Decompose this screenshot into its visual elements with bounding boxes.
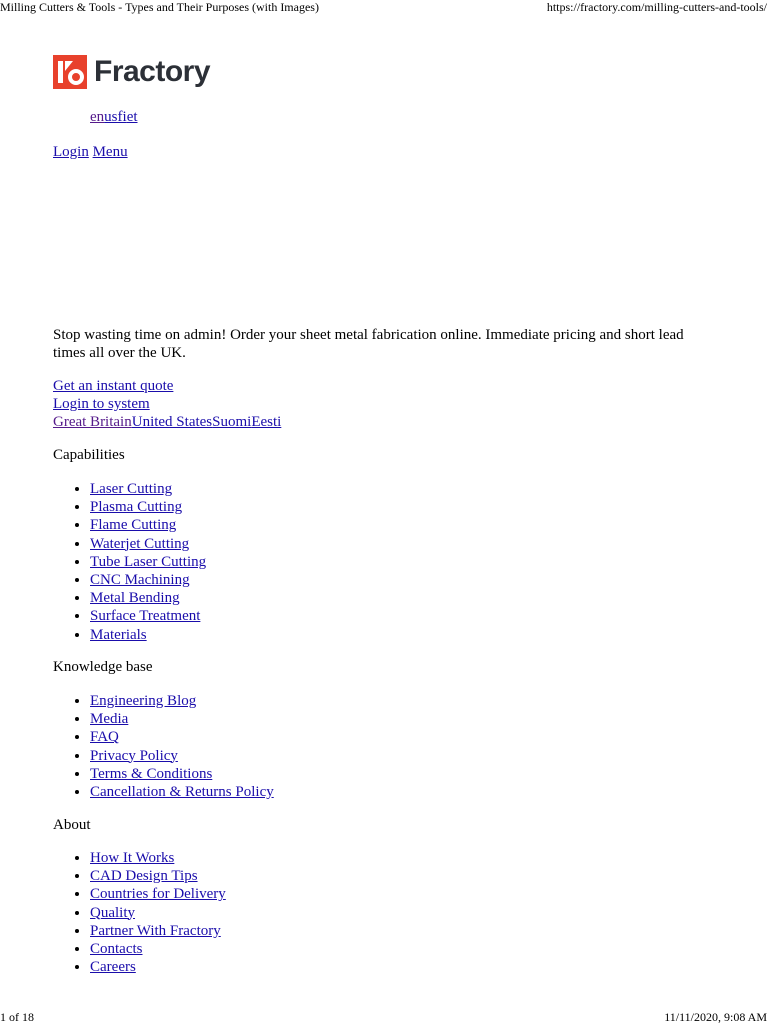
brand-name: Fractory <box>94 55 211 88</box>
list-item <box>90 480 206 498</box>
lang-fi-link[interactable]: fi <box>117 109 127 125</box>
materials-link[interactable]: Materials <box>90 626 147 643</box>
list-item <box>90 940 226 958</box>
print-page-counter: 1 of 18 <box>0 1010 34 1024</box>
region-switcher <box>53 413 281 431</box>
terms-conditions-link[interactable]: Terms & Conditions <box>90 765 213 782</box>
laser-cutting-link[interactable]: Laser Cutting <box>90 481 173 497</box>
login-to-system-link[interactable]: Login to system <box>53 396 150 412</box>
list-item <box>90 867 226 885</box>
instant-quote-link[interactable]: Get an instant quote <box>53 378 174 394</box>
list-item <box>90 765 274 783</box>
cad-design-tips-link[interactable]: CAD Design Tips <box>90 868 198 885</box>
list-item <box>90 516 206 534</box>
list-item <box>90 535 206 553</box>
capabilities-heading: Capabilities <box>53 447 125 463</box>
careers-link[interactable]: Careers <box>90 959 136 976</box>
how-it-works-link[interactable]: How It Works <box>90 850 175 866</box>
waterjet-cutting-link[interactable]: Waterjet Cutting <box>90 535 190 552</box>
list-item <box>90 553 206 571</box>
quality-link[interactable]: Quality <box>90 904 135 921</box>
metal-bending-link[interactable]: Metal Bending <box>90 590 180 607</box>
list-item <box>90 783 274 801</box>
promo-text: Stop wasting time on admin! Order your sheet metal fabrication online. Immediate pricing and short lead times all over the UK. <box>53 327 684 361</box>
region-suomi-link[interactable]: Suomi <box>212 414 252 430</box>
fractory-logo[interactable] <box>53 55 210 89</box>
cancellation-returns-link[interactable]: Cancellation & Returns Policy <box>90 783 274 800</box>
countries-delivery-link[interactable]: Countries for Delivery <box>90 886 226 903</box>
top-nav <box>53 143 128 161</box>
print-url: https://fractory.com/milling-cutters-and-tools/ <box>546 0 767 14</box>
plasma-cutting-link[interactable]: Plasma Cutting <box>90 499 183 516</box>
region-united-states-link[interactable]: United States <box>131 414 213 430</box>
list-item <box>90 589 206 607</box>
list-item <box>90 885 226 903</box>
about-list <box>53 849 226 976</box>
list-item <box>90 571 206 589</box>
list-item <box>90 728 274 746</box>
region-great-britain-link[interactable]: Great Britain <box>53 414 132 430</box>
list-item <box>90 626 206 644</box>
cnc-machining-link[interactable]: CNC Machining <box>90 571 190 588</box>
faq-link[interactable]: FAQ <box>90 729 119 746</box>
list-item <box>90 958 226 976</box>
list-item <box>90 692 274 710</box>
partner-link[interactable]: Partner With Fractory <box>90 922 221 939</box>
menu-link[interactable]: Menu <box>92 144 128 160</box>
language-switcher <box>90 108 138 126</box>
engineering-blog-link[interactable]: Engineering Blog <box>90 693 197 709</box>
tube-laser-cutting-link[interactable]: Tube Laser Cutting <box>90 553 207 570</box>
region-eesti-link[interactable]: Eesti <box>251 414 282 430</box>
list-item <box>90 747 274 765</box>
knowledge-base-heading: Knowledge base <box>53 659 153 675</box>
lang-en-link[interactable]: en <box>90 109 105 125</box>
privacy-policy-link[interactable]: Privacy Policy <box>90 747 178 764</box>
list-item <box>90 710 274 728</box>
knowledge-base-list <box>53 692 274 801</box>
print-timestamp: 11/11/2020, 9:08 AM <box>664 1010 767 1024</box>
login-link[interactable]: Login <box>53 144 89 160</box>
capabilities-list <box>53 480 206 644</box>
about-heading: About <box>53 817 91 833</box>
list-item <box>90 922 226 940</box>
lang-us-link[interactable]: us <box>104 109 118 125</box>
fractory-logo-icon <box>53 55 87 89</box>
lang-et-link[interactable]: et <box>126 109 138 125</box>
cta-block <box>53 377 281 431</box>
flame-cutting-link[interactable]: Flame Cutting <box>90 517 177 534</box>
media-link[interactable]: Media <box>90 711 129 728</box>
contacts-link[interactable]: Contacts <box>90 940 143 957</box>
list-item <box>90 607 206 625</box>
print-page-title: Milling Cutters & Tools - Types and Their Purposes (with Images) <box>0 0 319 14</box>
list-item <box>90 498 206 516</box>
surface-treatment-link[interactable]: Surface Treatment <box>90 608 201 625</box>
list-item <box>90 849 226 867</box>
list-item <box>90 904 226 922</box>
